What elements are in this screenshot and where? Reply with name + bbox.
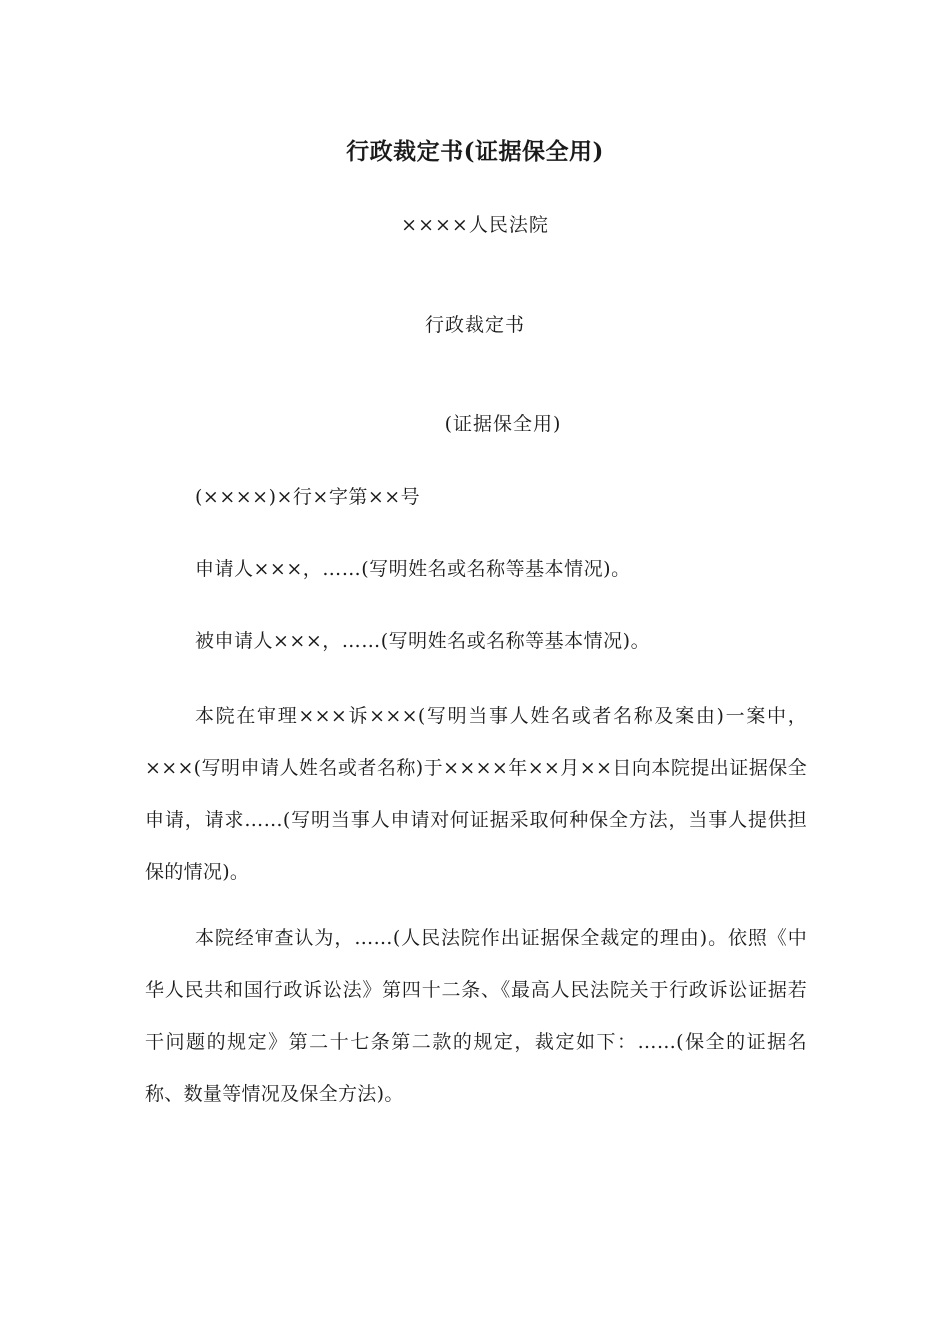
case-facts-paragraph: 本院在审理×××诉×××(写明当事人姓名或者名称及案由)一案中，×××(写明申请人姓名或者名称)于××××年××月××日向本院提出证据保全申请，请求……(写明当事人申请对何证据采取何种保全方法，当事人提供担保的情况)。 bbox=[145, 705, 807, 883]
document-title: 行政裁定书(证据保全用) bbox=[346, 138, 604, 165]
court-name: ××××人民法院 bbox=[401, 214, 549, 236]
ruling-paragraph: 本院经审查认为，……(人民法院作出证据保全裁定的理由)。依照《中华人民共和国行政诉讼法》第四十二条、《最高人民法院关于行政诉讼证据若干问题的规定》第二十七条第二款的规定，裁定如下：……(保全的证据名称、数量等情况及保全方法)。 bbox=[145, 927, 807, 1105]
applicant-line: 申请人×××，……(写明姓名或名称等基本情况)。 bbox=[195, 558, 631, 580]
case-number: (××××)×行×字第××号 bbox=[195, 486, 421, 508]
document-subtitle: (证据保全用) bbox=[444, 413, 562, 435]
respondent-line: 被申请人×××，……(写明姓名或名称等基本情况)。 bbox=[195, 630, 651, 652]
document-name: 行政裁定书 bbox=[424, 314, 525, 336]
